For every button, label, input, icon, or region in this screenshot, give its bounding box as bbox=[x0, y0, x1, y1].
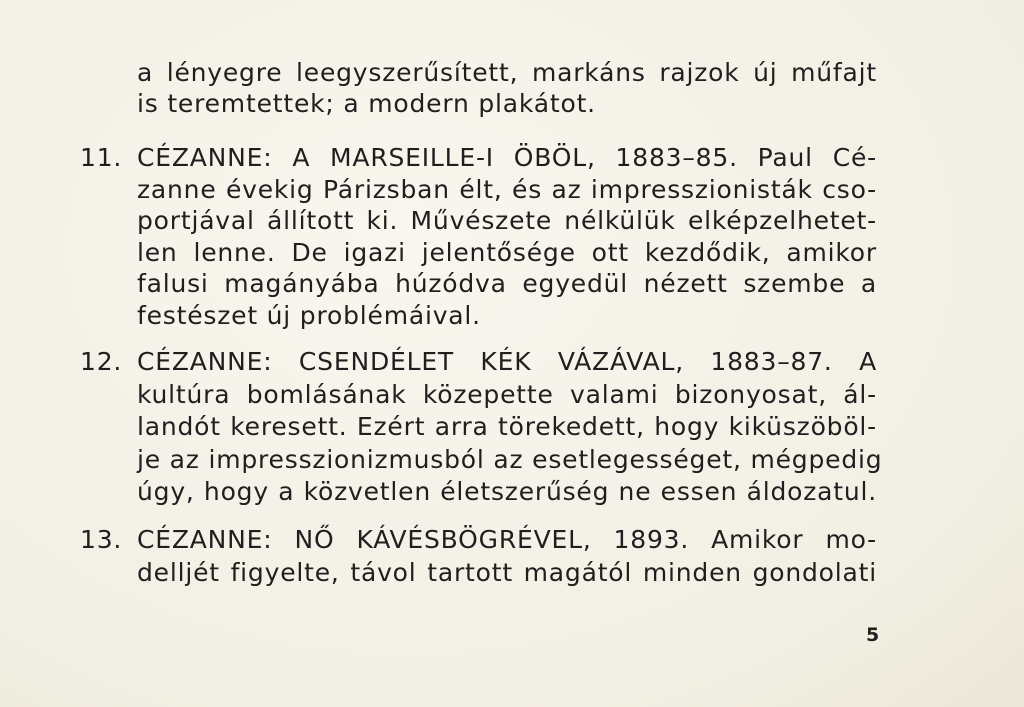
item-text-line: festészet új problémáival. bbox=[137, 301, 481, 330]
item-text-line: len lenne. De igazi jelentősége ott kezdődik, amikor bbox=[137, 238, 877, 267]
item-text-line: landót keresett. Ezért arra törekedett, hogy kiküszöböl- bbox=[137, 412, 877, 441]
item-text-line: CÉZANNE: CSENDÉLET KÉK VÁZÁVAL, 1883–87. A bbox=[137, 347, 877, 376]
intro-line: is teremtettek; a modern plakátot. bbox=[137, 89, 596, 118]
item-text-line: falusi magányába húzódva egyedül nézett szembe a bbox=[137, 269, 877, 298]
item-number: 13. bbox=[80, 525, 123, 554]
item-text-line: je az impresszionizmusból az esetlegességet, mégpedig bbox=[137, 445, 883, 474]
item-text-line: kultúra bomlásának közepette valami bizonyosat, ál- bbox=[137, 380, 877, 409]
item-text-line: CÉZANNE: NŐ KÁVÉSBÖGRÉVEL, 1893. Amikor mo- bbox=[137, 525, 877, 554]
item-text-line: úgy, hogy a közvetlen életszerűség ne essen áldozatul. bbox=[137, 477, 877, 506]
item-text-line: CÉZANNE: A MARSEILLE-I ÖBÖL, 1883–85. Paul Cé- bbox=[137, 143, 877, 172]
item-text-line: zanne évekig Párizsban élt, és az impresszionisták cso- bbox=[137, 175, 877, 204]
item-text-line: delljét figyelte, távol tartott magától minden gondolati bbox=[137, 558, 877, 587]
page-number: 5 bbox=[866, 624, 880, 646]
item-text-line: portjával állított ki. Művészete nélkülük elképzelhetet- bbox=[137, 206, 877, 235]
item-number: 12. bbox=[80, 347, 123, 376]
intro-line: a lényegre leegyszerűsített, markáns rajzok új műfajt bbox=[137, 58, 877, 87]
item-number: 11. bbox=[80, 143, 123, 172]
